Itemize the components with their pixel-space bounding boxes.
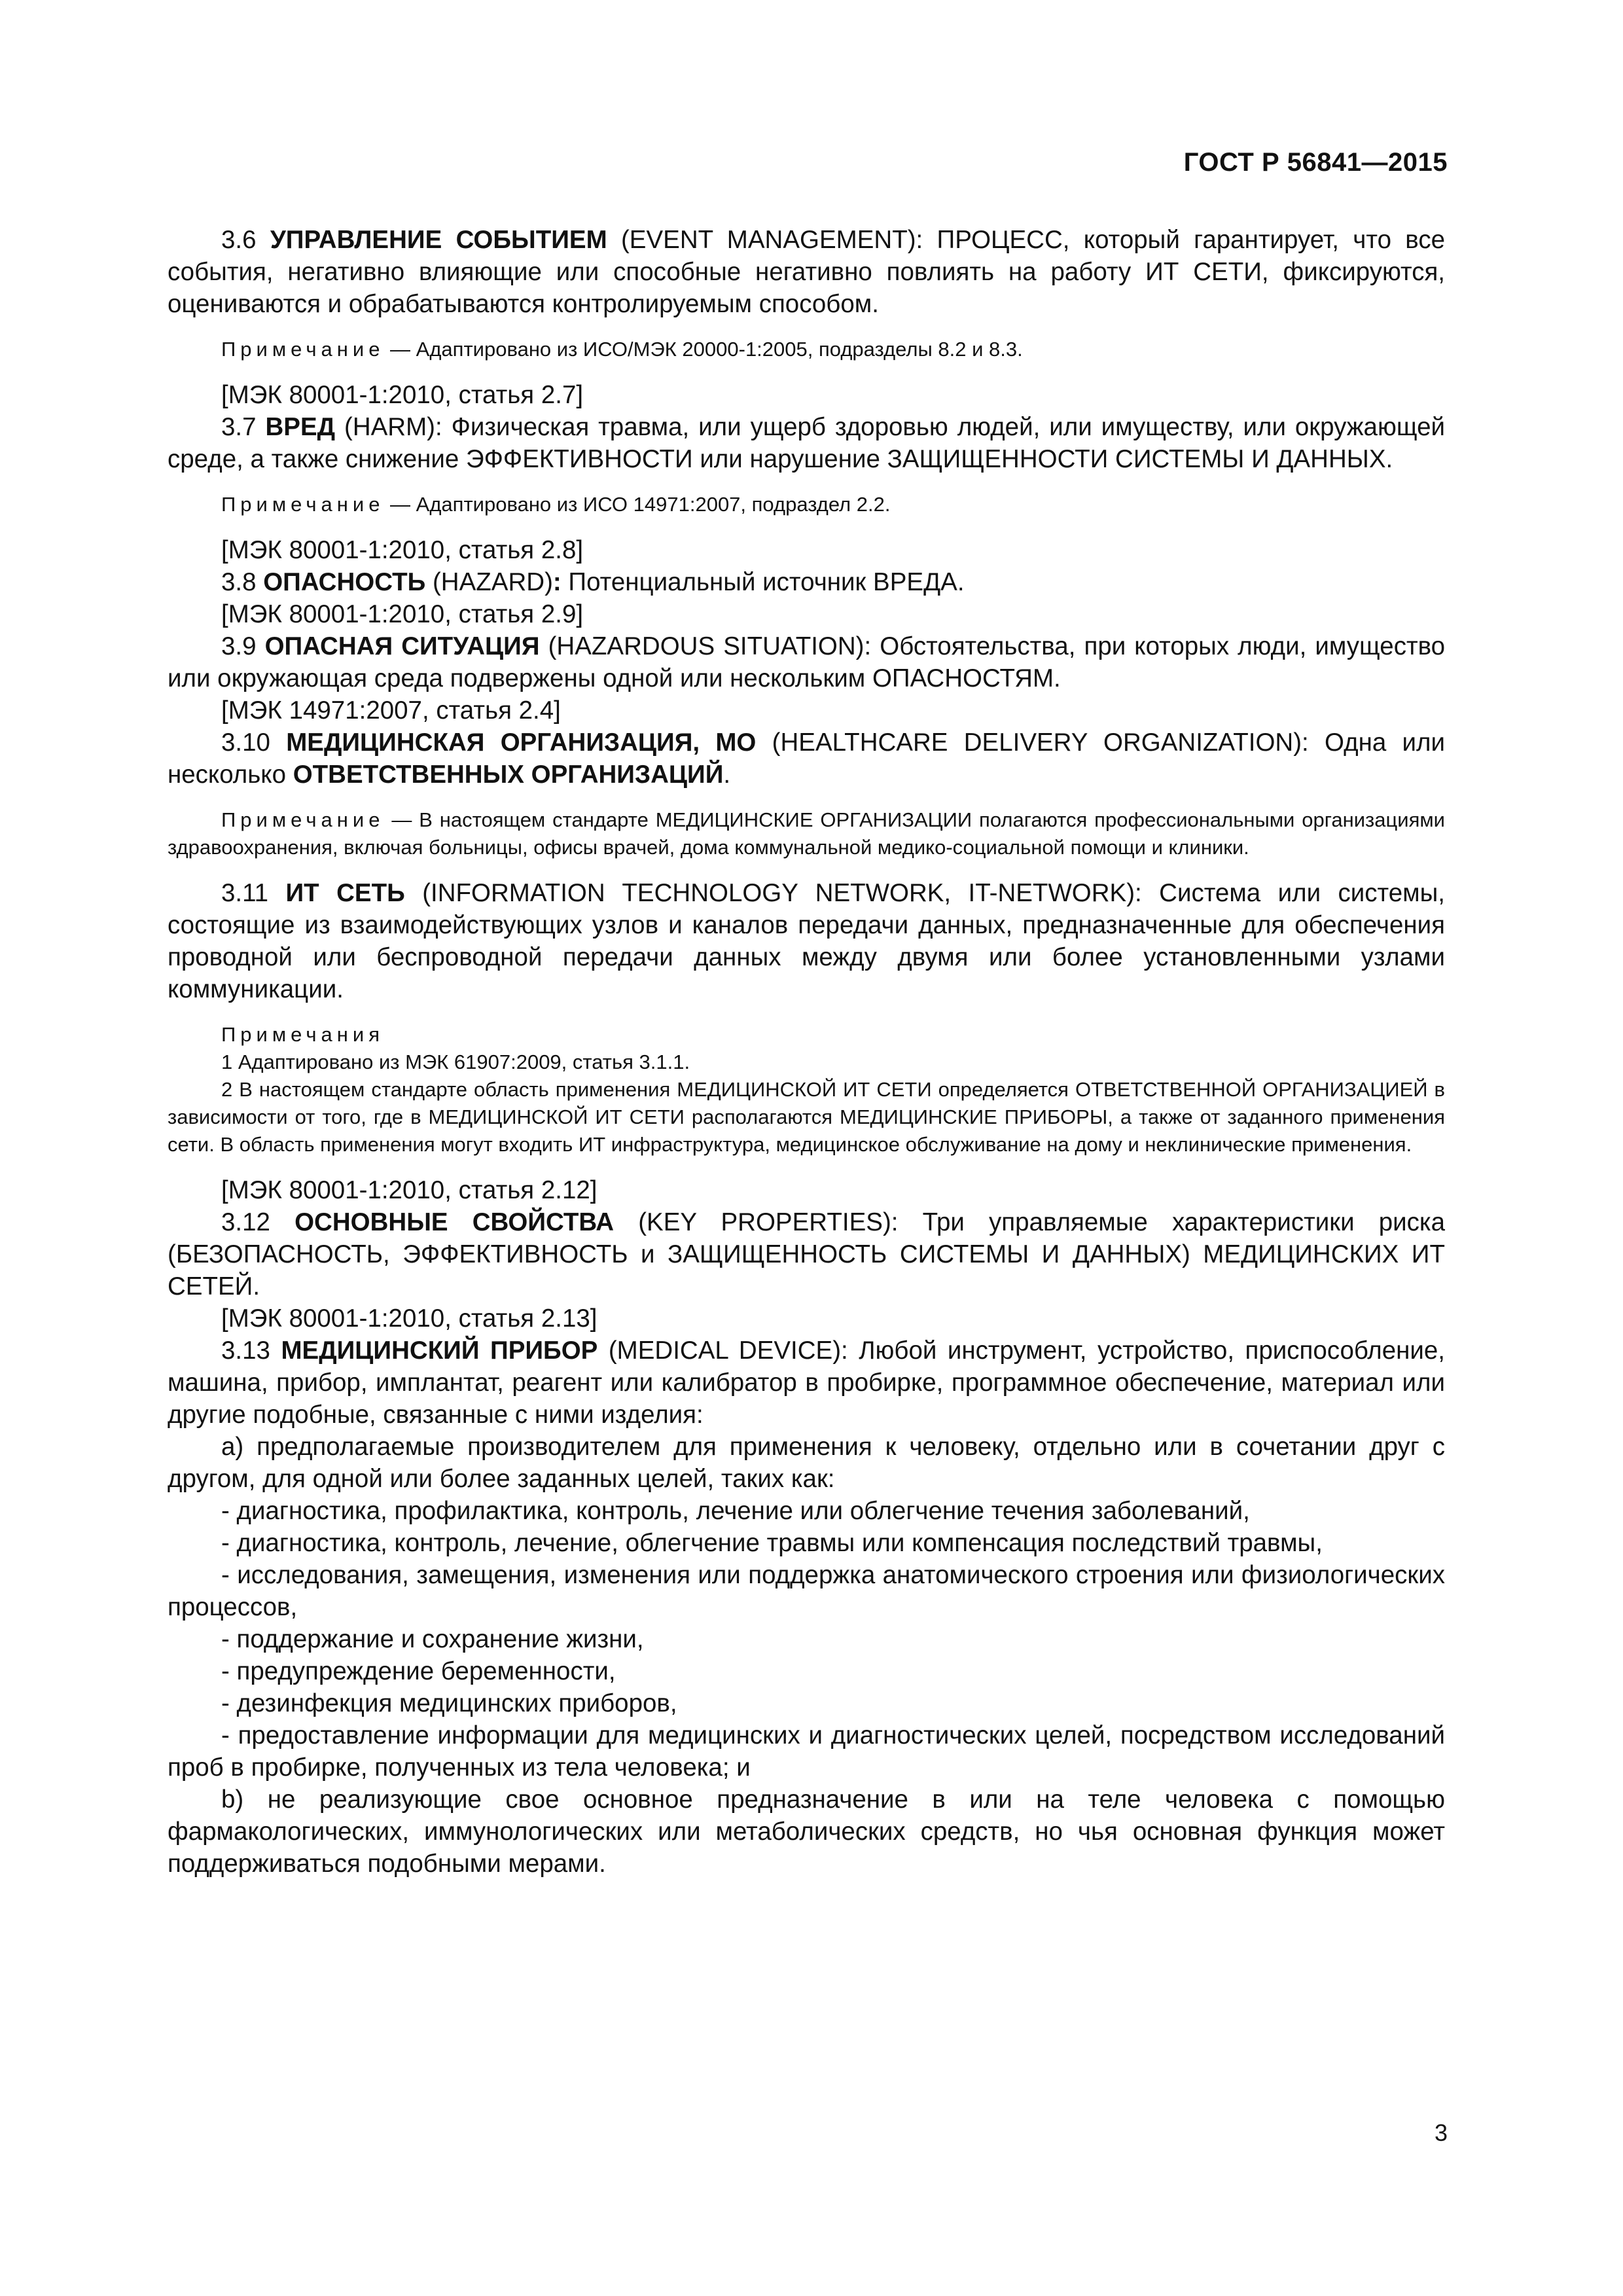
document-header: ГОСТ Р 56841—2015 — [1183, 148, 1448, 177]
reference-3-6: [МЭК 80001-1:2010, статья 2.7] — [221, 381, 584, 409]
definition-text: (HARM): Физическая травма, или ущерб здоровью людей, или имуществу, или окружающей среде, а также снижение ЭФФЕКТИВНОСТИ или нарушение ЗАЩИЩЕННОСТИ СИСТЕМЫ И ДАННЫХ. — [168, 413, 1446, 473]
definition-text: (HAZARD) — [425, 568, 553, 596]
note-label: Примечание — [221, 493, 385, 516]
note-item-2: 2 В настоящем стандарте область применения МЕДИЦИНСКОЙ ИТ СЕТИ определяется ОТВЕТСТВЕННОЙ ОРГАНИЗАЦИЕЙ в зависимости от того, где в МЕДИЦИНСКОЙ ИТ СЕТИ располагаются МЕДИЦИНСКИЕ ПРИБОРЫ, а также от заданного применения сети. В область применения могут входить ИТ инфраструктура, медицинское обслуживание на дому и неклинические применения. — [168, 1078, 1445, 1156]
page-number: 3 — [1434, 2119, 1448, 2146]
note-label: Примечание — [221, 808, 385, 831]
definition-term: УПРАВЛЕНИЕ СОБЫТИЕМ — [270, 226, 607, 254]
note-text: — Адаптировано из ИСО/МЭК 20000-1:2005, подразделы 8.2 и 8.3. — [384, 338, 1023, 361]
definition-colon: : — [552, 568, 562, 596]
reference-3-12: [МЭК 80001-1:2010, статья 2.13] — [221, 1304, 597, 1333]
definition-term: МЕДИЦИНСКАЯ ОРГАНИЗАЦИЯ, МО — [286, 728, 757, 757]
list-item-a: a) предполагаемые производителем для применения к человеку, отдельно или в сочетании друг с другом, для одной или более заданных целей, таких как: — [168, 1433, 1445, 1493]
definition-3-11 — [168, 877, 1445, 1005]
definition-term: МЕДИЦИНСКИЙ ПРИБОР — [281, 1336, 598, 1365]
note-text: — Адаптировано из ИСО 14971:2007, подраздел 2.2. — [384, 493, 891, 516]
reference-3-8: [МЭК 80001-1:2010, статья 2.9] — [221, 600, 584, 628]
definition-number: 3.8 — [221, 568, 264, 596]
note-text: — В настоящем стандарте МЕДИЦИНСКИЕ ОРГАНИЗАЦИИ полагаются профессиональными организациями здравоохранения, включая больницы, офисы врачей, дома коммунальной медико-социальной помощи и клиники. — [168, 808, 1445, 859]
dash-item: - предоставление информации для медицинских и диагностических целей, посредством исследований проб в пробирке, полученных из тела человека; и — [168, 1721, 1445, 1782]
definition-term: ОПАСНАЯ СИТУАЦИЯ — [264, 632, 540, 660]
definition-number: 3.11 — [221, 879, 286, 907]
definition-number: 3.13 — [221, 1336, 281, 1365]
list-item-b: b) не реализующие свое основное предназначение в или на теле человека с помощью фармакологических, иммунологических или метаболических средств, но чья основная функция может поддерживаться подобными мерами. — [168, 1785, 1445, 1878]
definition-3-10 — [168, 726, 1445, 791]
definition-number: 3.10 — [221, 728, 287, 757]
definition-3-7 — [168, 411, 1445, 475]
definition-text: (MEDICAL DEVICE): Любой инструмент, устройство, приспособление, машина, прибор, имплантат, реагент или калибратор в пробирке, программное обеспечение, материал или другие подобные, связанные с ними изделия: — [168, 1336, 1445, 1429]
note-label: Примечание — [221, 338, 385, 361]
definition-number: 3.9 — [221, 632, 265, 660]
definition-text-2: Потенциальный источник ВРЕДА. — [561, 568, 965, 596]
definition-number: 3.12 — [221, 1208, 295, 1236]
reference-3-7: [МЭК 80001-1:2010, статья 2.8] — [221, 536, 584, 564]
definition-end: . — [723, 761, 731, 789]
definition-term: ИТ СЕТЬ — [285, 879, 405, 907]
dash-item: - дезинфекция медицинских приборов, — [221, 1689, 677, 1717]
definition-text: (HAZARDOUS SITUATION): Обстоятельства, при которых люди, имущество или окружающая среда подвержены одной или нескольким ОПАСНОСТЯМ. — [168, 632, 1446, 692]
notes-3-11 — [168, 1021, 1445, 1158]
reference-3-9: [МЭК 14971:2007, статья 2.4] — [221, 696, 561, 725]
definition-term: ВРЕД — [265, 413, 336, 441]
dash-item: - диагностика, профилактика, контроль, лечение или облегчение течения заболеваний, — [221, 1497, 1250, 1525]
definition-3-13 — [168, 1335, 1445, 1431]
dash-item: - исследования, замещения, изменения или поддержка анатомического строения или физиологических процессов, — [168, 1561, 1445, 1621]
definition-number: 3.7 — [221, 413, 266, 441]
definition-3-9 — [168, 630, 1445, 694]
definition-3-12 — [168, 1206, 1445, 1302]
notes-label: Примечания — [221, 1023, 384, 1046]
dash-item: - диагностика, контроль, лечение, облегчение травмы или компенсация последствий травмы, — [221, 1529, 1323, 1557]
note-item-1: 1 Адаптировано из МЭК 61907:2009, статья 3.1.1. — [221, 1050, 690, 1073]
note-3-6 — [168, 336, 1445, 363]
dash-item: - поддержание и сохранение жизни, — [221, 1625, 644, 1653]
definition-3-8 — [168, 566, 1445, 598]
definition-term: ОСНОВНЫЕ СВОЙСТВА — [294, 1208, 615, 1236]
reference-3-11: [МЭК 80001-1:2010, статья 2.12] — [221, 1176, 597, 1204]
definition-text: (KEY PROPERTIES): Три управляемые характеристики риска (БЕЗОПАСНОСТЬ, ЭФФЕКТИВНОСТЬ и ЗАЩИЩЕННОСТЬ СИСТЕМЫ И ДАННЫХ) МЕДИЦИНСКИХ ИТ СЕТЕЙ. — [168, 1208, 1445, 1300]
definition-3-6 — [168, 224, 1445, 320]
definition-text: (HEALTHCARE DELIVERY ORGANIZATION): Одна или несколько — [168, 728, 1445, 789]
definition-number: 3.6 — [221, 226, 270, 254]
definition-text: (EVENT MANAGEMENT): ПРОЦЕСС, который гарантирует, что все события, негативно влияющие или способные негативно повлиять на работу ИТ СЕТИ, фиксируются, оцениваются и обрабатываются контролируемым способом. — [168, 226, 1445, 318]
definition-term-2: ОТВЕТСТВЕННЫХ ОРГАНИЗАЦИЙ — [293, 761, 724, 789]
note-3-10 — [168, 806, 1445, 861]
note-3-7 — [168, 491, 1445, 518]
dash-item: - предупреждение беременности, — [221, 1657, 616, 1685]
document-body — [168, 224, 1445, 1880]
definition-text: (INFORMATION TECHNOLOGY NETWORK, IT-NETWORK): Система или системы, состоящие из взаимодействующих узлов и каналов передачи данных, предназначенные для обеспечения проводной или беспроводной передачи данных между двумя или более установленными узлами коммуникации. — [168, 879, 1445, 1003]
definition-term: ОПАСНОСТЬ — [263, 568, 426, 596]
